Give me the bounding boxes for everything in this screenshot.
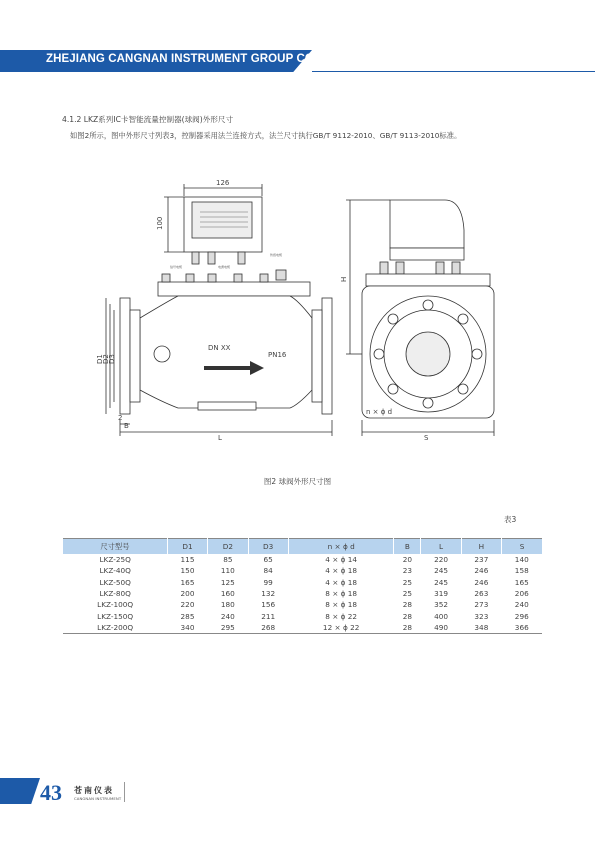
footer-divider — [124, 782, 125, 802]
controller-display — [192, 202, 252, 238]
h-label: H — [340, 276, 348, 282]
section-heading: 4.1.2 LKZ系列IC卡智能流量控制器(球阀)外形尺寸 — [62, 115, 234, 124]
table-row — [63, 622, 542, 634]
table-cell: 220 — [434, 555, 448, 565]
table-row — [63, 588, 542, 599]
cable-label-signal: 信号电缆 — [170, 265, 183, 269]
table-header: D2 — [208, 539, 248, 555]
table-label: 表3 — [504, 515, 517, 524]
table-cell: 158 — [514, 566, 529, 576]
table-cell: 125 — [220, 577, 235, 587]
d2-label: D2 — [102, 354, 110, 364]
table-cell: 8 × ϕ 22 — [325, 611, 358, 621]
table-cell: 206 — [514, 589, 529, 599]
table-cell: 65 — [263, 555, 273, 565]
table-cell: 28 — [402, 600, 413, 610]
table-cell: 85 — [223, 555, 233, 565]
table-cell: 4 × ϕ 18 — [325, 566, 358, 576]
table-cell: 211 — [261, 611, 276, 621]
table-cell: 352 — [434, 600, 448, 610]
table-cell: 156 — [261, 600, 276, 610]
footer-brand-en: CANGNAN INSTRUMENT — [74, 796, 122, 801]
section-body: 如图2所示，图中外形尺寸列表3，控制器采用法兰连接方式，法兰尺寸执行GB/T 9112-2010、GB/T 9113-2010标准。 — [70, 131, 462, 140]
header-rule — [312, 71, 595, 72]
table-cell: 84 — [263, 566, 273, 576]
table-cell: 20 — [402, 555, 413, 565]
table-cell: 273 — [474, 600, 489, 610]
table-header: S — [502, 539, 542, 555]
table-row — [63, 610, 542, 621]
footer-brand-cn: 苍南仪表 — [74, 786, 114, 795]
table-cell: 340 — [167, 622, 207, 634]
table-row — [63, 599, 542, 610]
table-cell: 160 — [220, 589, 235, 599]
d3-label: D3 — [108, 354, 116, 364]
table-header: 尺寸型号 — [63, 539, 167, 555]
table-header: H — [461, 539, 501, 555]
table-row — [63, 565, 542, 576]
table-cell: LKZ-80Q — [99, 589, 131, 599]
table-cell: LKZ-150Q — [97, 611, 134, 621]
table-cell: 110 — [220, 566, 235, 576]
table-cell: 319 — [434, 589, 448, 599]
table-cell: 296 — [514, 611, 529, 621]
dim-100: 100 — [156, 216, 164, 230]
table-row — [63, 577, 542, 588]
table-cell: 366 — [502, 622, 542, 634]
table-cell: 348 — [461, 622, 501, 634]
company-name: ZHEJIANG CANGNAN INSTRUMENT GROUP CO., LTD. — [46, 53, 349, 65]
table-cell: 12 × ϕ 22 — [288, 622, 394, 634]
table-cell: 237 — [474, 555, 489, 565]
table-cell: 132 — [261, 589, 276, 599]
table-row — [63, 554, 542, 565]
table-cell: 28 — [394, 622, 421, 634]
table-cell: LKZ-40Q — [99, 566, 131, 576]
table-cell: 8 × ϕ 18 — [325, 600, 358, 610]
dim-126: 126 — [216, 179, 230, 187]
table-cell: 25 — [402, 589, 413, 599]
table-cell: 240 — [220, 611, 235, 621]
table-cell: 245 — [434, 566, 448, 576]
dn-label: DN XX — [208, 344, 231, 352]
table-cell: LKZ-25Q — [99, 555, 131, 565]
cable-label-power: 电源电缆 — [218, 265, 231, 269]
table-cell: LKZ-50Q — [99, 577, 131, 587]
table-cell: 99 — [263, 577, 273, 587]
table-header-row — [63, 539, 542, 555]
table-cell: 220 — [180, 600, 195, 610]
table-cell: 400 — [434, 611, 448, 621]
table-cell: 140 — [514, 555, 529, 565]
table-cell: 150 — [180, 566, 195, 576]
table-header: D3 — [248, 539, 288, 555]
two-label: 2 — [118, 414, 123, 422]
s-label: S — [424, 434, 429, 442]
table-cell: 4 × ϕ 18 — [325, 577, 358, 587]
table-cell: 200 — [180, 589, 195, 599]
table-cell: 240 — [514, 600, 529, 610]
table-cell: 246 — [474, 566, 489, 576]
cable-label-sensor: 传感电缆 — [270, 253, 283, 257]
table-cell: 245 — [434, 577, 448, 587]
b-label: B — [124, 422, 129, 430]
table-cell: LKZ-200Q — [63, 622, 167, 634]
table-cell: LKZ-100Q — [97, 600, 134, 610]
figure-caption: 图2 球阀外形尺寸图 — [263, 477, 332, 486]
table-cell: 4 × ϕ 14 — [325, 555, 358, 565]
table-cell: 490 — [421, 622, 461, 634]
table-cell: 28 — [402, 611, 413, 621]
table-cell: 180 — [220, 600, 235, 610]
table-cell: 115 — [180, 555, 195, 565]
table-cell: 165 — [180, 577, 195, 587]
table-header: B — [394, 539, 421, 555]
table-cell: 323 — [474, 611, 489, 621]
page-number: 43 — [40, 780, 62, 805]
table-cell: 23 — [402, 566, 413, 576]
table-cell: 246 — [474, 577, 489, 587]
table-cell: 295 — [208, 622, 248, 634]
table-header: D1 — [167, 539, 207, 555]
table-cell: 8 × ϕ 18 — [325, 589, 358, 599]
l-label: L — [218, 434, 222, 442]
footer-bar — [0, 778, 40, 804]
table-cell: 263 — [474, 589, 489, 599]
valve-dimension-drawing — [96, 170, 500, 450]
table-header: n × ϕ d — [288, 539, 394, 555]
dimension-table — [63, 538, 542, 634]
pn-label: PN16 — [268, 351, 287, 359]
table-header: L — [421, 539, 461, 555]
d1-label: D1 — [96, 354, 104, 364]
table-cell: 268 — [248, 622, 288, 634]
table-cell: 165 — [514, 577, 529, 587]
table-cell: 25 — [402, 577, 413, 587]
nphi-label: n × ϕ d — [366, 408, 393, 416]
table-cell: 285 — [180, 611, 195, 621]
